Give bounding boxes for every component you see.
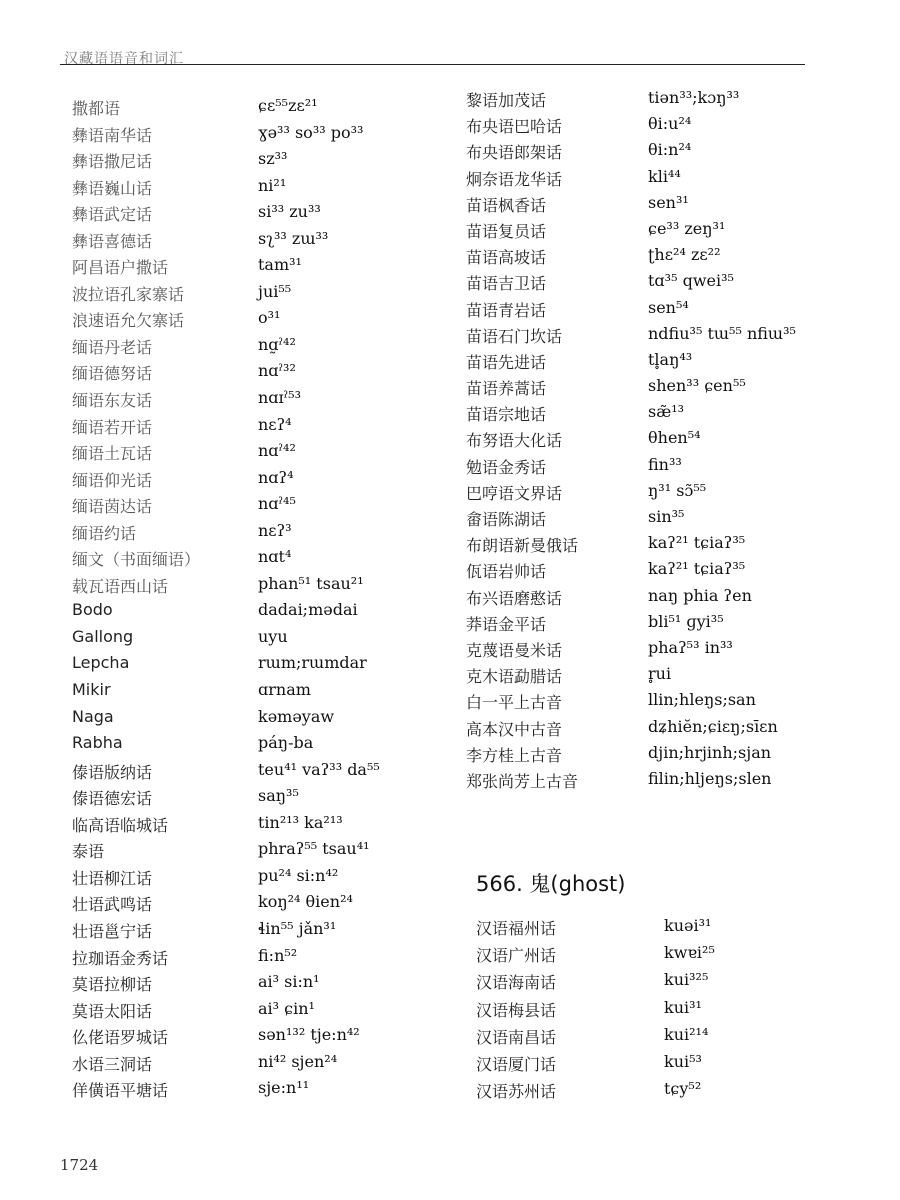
language-name: 莽语金平话 <box>466 614 547 634</box>
language-name: 苗语石门坎话 <box>466 326 563 346</box>
word-form: kui⁵³ <box>664 1051 702 1071</box>
entry-row <box>466 690 846 716</box>
word-form: fin³³ <box>648 454 682 474</box>
word-form: o³¹ <box>258 308 281 328</box>
word-form: nɛʔ⁴ <box>258 414 292 434</box>
language-name: 白一平上古音 <box>466 693 563 713</box>
entry-row <box>72 1025 452 1052</box>
entry-row <box>476 1052 856 1079</box>
language-name: 布央语巴哈话 <box>466 117 563 137</box>
entry-row <box>466 298 846 324</box>
word-form: tl̥aŋ⁴³ <box>648 349 693 369</box>
language-name: Mikir <box>72 680 111 700</box>
word-form: θi:u²⁴ <box>648 114 692 134</box>
language-name: Lepcha <box>72 653 130 673</box>
language-name: 壮语柳江话 <box>72 868 153 888</box>
word-form: kaʔ²¹ tɕiaʔ³⁵ <box>648 559 746 579</box>
language-name: 苗语高坡话 <box>466 248 547 268</box>
entry-row <box>466 428 846 454</box>
language-name: 高本汉中古音 <box>466 719 563 739</box>
language-name: 克蔑语曼米话 <box>466 640 563 660</box>
language-name: 布兴语磨憨话 <box>466 588 563 608</box>
language-name: 黎语加茂话 <box>466 91 547 110</box>
language-name: 莫语拉柳话 <box>72 975 153 995</box>
language-name: 阿昌语户撒话 <box>72 258 169 278</box>
entry-row <box>72 441 452 468</box>
word-form: pu²⁴ si:n⁴² <box>258 865 339 885</box>
header-rule <box>60 64 805 65</box>
entry-row <box>466 507 846 533</box>
word-form: nɑ̰ˀ⁴² <box>258 334 296 354</box>
entry-row <box>466 638 846 664</box>
word-form: kuəi³¹ <box>664 916 712 935</box>
word-form: kli⁴⁴ <box>648 166 681 186</box>
entry-row <box>72 680 452 707</box>
language-name: 郑张尚芳上古音 <box>466 771 579 791</box>
language-name: 畲语陈湖话 <box>466 510 547 529</box>
language-name: Bodo <box>72 600 113 620</box>
word-form: phan⁵¹ tsau²¹ <box>258 573 364 593</box>
language-name: Gallong <box>72 626 134 646</box>
entry-row <box>72 547 452 574</box>
entry-row <box>72 999 452 1026</box>
entry-row <box>72 1052 452 1079</box>
language-name: 苗语复员话 <box>466 221 547 241</box>
word-form: sin³⁵ <box>648 507 685 526</box>
entry-row <box>466 743 846 769</box>
word-form: bli⁵¹ ɡyi³⁵ <box>648 611 724 631</box>
entry-row <box>72 149 452 176</box>
language-name: 缅语德努话 <box>72 364 153 384</box>
word-form: filin;hljeŋs;slen <box>648 768 772 788</box>
entry-row <box>72 176 452 203</box>
entry-row <box>72 415 452 442</box>
ghost-entries <box>476 916 856 1106</box>
language-name: 壮语邕宁话 <box>72 921 153 941</box>
word-form: kaʔ²¹ tɕiaʔ³⁵ <box>648 533 746 553</box>
entry-row <box>72 919 452 946</box>
entry-row <box>72 202 452 229</box>
language-name: 临高语临城话 <box>72 815 169 835</box>
word-form: tin²¹³ ka²¹³ <box>258 812 343 832</box>
section-heading: 566. 鬼(ghost) <box>476 872 626 896</box>
language-name: 浪速语允欠寨话 <box>72 311 185 331</box>
running-header: 汉藏语语音和词汇 <box>64 51 184 67</box>
language-name: 仫佬语罗城话 <box>72 1028 169 1048</box>
language-name: 缅语茵达话 <box>72 497 153 517</box>
language-name: 炯奈语龙华话 <box>466 169 563 189</box>
word-form: nɑɪˀ⁵³ <box>258 388 301 408</box>
language-name: 彝语撒尼话 <box>72 152 153 172</box>
word-form: nɑt⁴ <box>258 547 292 567</box>
entry-row <box>72 282 452 309</box>
language-name: 傣语德宏话 <box>72 789 153 809</box>
language-name: 布朗语新曼俄话 <box>466 536 579 556</box>
entry-row <box>72 760 452 787</box>
word-form: r̥ui <box>648 664 672 684</box>
word-form: koŋ²⁴ θien²⁴ <box>258 892 353 912</box>
language-name: 苗语枫香话 <box>466 195 547 215</box>
word-form: ɕɛ⁵⁵zɛ²¹ <box>258 96 318 115</box>
word-form: shen³³ ɕen⁵⁵ <box>648 376 746 396</box>
word-form: dadai;mədai <box>258 600 358 620</box>
word-form: páŋ-ba <box>258 733 314 753</box>
entry-row <box>466 114 846 140</box>
entry-row <box>476 1025 856 1052</box>
word-form: tam³¹ <box>258 255 302 275</box>
word-form: nɑʔ⁴ <box>258 467 294 487</box>
word-form: ai³ si:n¹ <box>258 972 320 992</box>
word-form: tɑ³⁵ qwei³⁵ <box>648 271 734 291</box>
entry-row <box>72 627 452 654</box>
language-name: 苗语先进话 <box>466 352 547 372</box>
entry-row <box>72 494 452 521</box>
language-name: 苗语青岩话 <box>466 300 547 320</box>
language-name: 水语三洞话 <box>72 1054 153 1074</box>
word-form: uyu <box>258 626 288 646</box>
language-name: 缅语土瓦话 <box>72 444 153 464</box>
language-name: 缅语若开话 <box>72 417 153 437</box>
language-name: 缅语丹老话 <box>72 337 153 357</box>
entry-row <box>476 916 856 943</box>
language-name: 苗语宗地话 <box>466 405 547 425</box>
entry-row <box>466 481 846 507</box>
language-name: 汉语梅县话 <box>476 1000 557 1020</box>
entry-row <box>72 707 452 734</box>
entry-row <box>72 361 452 388</box>
entry-row <box>466 219 846 245</box>
entry-row <box>466 350 846 376</box>
entry-row <box>72 733 452 760</box>
language-name: 缅语约话 <box>72 523 137 543</box>
language-name: 汉语苏州话 <box>476 1082 557 1102</box>
word-form: ni²¹ <box>258 175 287 195</box>
language-name: 布努语大化话 <box>466 431 563 451</box>
entry-row <box>466 167 846 193</box>
word-form: ndfiu³⁵ tɯ⁵⁵ nfiɯ³⁵ <box>648 323 796 343</box>
entry-row <box>466 88 846 114</box>
word-form: jui⁵⁵ <box>258 281 292 301</box>
word-form: sz³³ <box>258 149 288 169</box>
language-name: 汉语厦门话 <box>476 1054 557 1074</box>
entry-row <box>476 1079 856 1106</box>
word-form: llin;hleŋs;san <box>648 690 756 710</box>
word-form: ɣə³³ so³³ po³³ <box>258 122 364 142</box>
language-name: 彝语武定话 <box>72 205 153 225</box>
entry-row <box>466 533 846 559</box>
word-form: kwɐi²⁵ <box>664 943 715 963</box>
language-name: 莫语太阳话 <box>72 1001 153 1021</box>
word-form: sen⁵⁴ <box>648 297 689 317</box>
entry-row <box>466 664 846 690</box>
entry-row <box>466 559 846 585</box>
page-number: 1724 <box>60 1156 99 1174</box>
language-name: 彝语喜德话 <box>72 231 153 251</box>
word-form: θhen⁵⁴ <box>648 428 701 448</box>
language-name: 苗语养蒿话 <box>466 379 547 399</box>
entry-row <box>72 1078 452 1105</box>
entry-row <box>476 998 856 1025</box>
entry-row <box>466 140 846 166</box>
right-column <box>466 88 846 795</box>
entry-row <box>72 946 452 973</box>
language-name: 克木语勐腊话 <box>466 667 563 687</box>
language-name: 巴哼语文界话 <box>466 483 563 503</box>
entry-row <box>466 402 846 428</box>
word-form: fi:n⁵² <box>258 945 298 965</box>
word-form: ɬin⁵⁵ jǎn³¹ <box>258 918 337 938</box>
entry-row <box>466 769 846 795</box>
word-form: rɯm;rɯmdar <box>258 653 367 673</box>
language-name: 缅语东友话 <box>72 391 153 411</box>
language-name: 汉语广州话 <box>476 946 557 966</box>
word-form: kui²¹⁴ <box>664 1024 709 1044</box>
word-form: dʑhiĕn;ɕiɛŋ;sīɛn <box>648 716 778 736</box>
word-form: kəməyaw <box>258 706 335 726</box>
word-form: ai³ ɕin¹ <box>258 998 315 1018</box>
entry-row <box>72 813 452 840</box>
word-form: nɑˀ³² <box>258 361 296 381</box>
language-name: 撒都语 <box>72 99 121 118</box>
entry-row <box>466 717 846 743</box>
language-name: 缅语仰光话 <box>72 470 153 490</box>
word-form: sən¹³² tje:n⁴² <box>258 1025 360 1045</box>
language-name: 彝语南华话 <box>72 125 153 145</box>
language-name: 苗语吉卫话 <box>466 274 547 294</box>
entry-row <box>72 653 452 680</box>
language-name: 载瓦语西山话 <box>72 576 169 596</box>
language-name: 汉语南昌话 <box>476 1027 557 1047</box>
language-name: 壮语武鸣话 <box>72 895 153 915</box>
word-form: djin;hrjinh;sjan <box>648 742 772 762</box>
language-name: 佯僙语平塘话 <box>72 1081 169 1101</box>
entry-row <box>72 866 452 893</box>
entry-row <box>72 521 452 548</box>
language-name: 勉语金秀话 <box>466 457 547 477</box>
entry-row <box>466 376 846 402</box>
word-form: nɑˀ⁴⁵ <box>258 494 296 514</box>
word-form: teu⁴¹ vaʔ³³ da⁵⁵ <box>258 759 380 779</box>
word-form: ɕe³³ zeŋ³¹ <box>648 218 726 238</box>
language-name: 彝语巍山话 <box>72 178 153 198</box>
word-form: tɕy⁵² <box>664 1079 702 1099</box>
entry-row <box>72 892 452 919</box>
word-form: ʈhɛ²⁴ zɛ²² <box>648 245 721 265</box>
word-form: sje:n¹¹ <box>258 1078 310 1098</box>
word-form: sʅ³³ zɯ³³ <box>258 228 329 248</box>
word-form: tiən³³;kɔŋ³³ <box>648 88 740 107</box>
left-column <box>72 96 452 1105</box>
entry-row <box>72 229 452 256</box>
language-name: Naga <box>72 706 114 726</box>
entry-row <box>466 586 846 612</box>
entry-row <box>72 786 452 813</box>
entry-row <box>466 324 846 350</box>
entry-row <box>72 600 452 627</box>
language-name: 李方桂上古音 <box>466 745 563 765</box>
language-name: 傣语版纳话 <box>72 762 153 782</box>
word-form: ɑrnam <box>258 680 311 700</box>
entry-row <box>72 308 452 335</box>
language-name: 佤语岩帅话 <box>466 562 547 582</box>
entry-row <box>476 943 856 970</box>
entry-row <box>72 839 452 866</box>
word-form: θi:n²⁴ <box>648 140 692 160</box>
language-name: 波拉语孔家寨话 <box>72 284 185 304</box>
entry-row <box>476 970 856 997</box>
language-name: 拉珈语金秀话 <box>72 948 169 968</box>
entry-row <box>72 468 452 495</box>
word-form: phraʔ⁵⁵ tsau⁴¹ <box>258 839 370 859</box>
entry-row <box>466 612 846 638</box>
entry-row <box>72 972 452 999</box>
word-form: phaʔ⁵³ in³³ <box>648 637 733 657</box>
entry-row <box>72 123 452 150</box>
language-name: 布央语郎架话 <box>466 143 563 163</box>
language-name: 缅文（书面缅语） <box>72 550 201 570</box>
entry-row <box>466 193 846 219</box>
language-name: 汉语福州话 <box>476 919 557 938</box>
word-form: sæ̃¹³ <box>648 402 685 422</box>
language-name: Rabha <box>72 733 123 753</box>
word-form: nɑˀ⁴² <box>258 441 296 461</box>
entry-row <box>72 255 452 282</box>
entry-row <box>72 574 452 601</box>
word-form: saŋ³⁵ <box>258 786 299 806</box>
word-form: kui³²⁵ <box>664 970 709 990</box>
entry-row <box>466 245 846 271</box>
entry-row <box>466 271 846 297</box>
entry-row <box>466 455 846 481</box>
entry-row <box>72 96 452 123</box>
word-form: naŋ phia ʔen <box>648 585 752 605</box>
language-name: 泰语 <box>72 842 105 862</box>
word-form: nɛʔ³ <box>258 520 292 540</box>
word-form: sen³¹ <box>648 192 689 212</box>
word-form: ŋ³¹ sɔ̃⁵⁵ <box>648 480 707 500</box>
word-form: ni⁴² sjen²⁴ <box>258 1051 338 1071</box>
entry-row <box>72 388 452 415</box>
word-form: si³³ zu³³ <box>258 202 321 222</box>
language-name: 汉语海南话 <box>476 973 557 993</box>
entry-row <box>72 335 452 362</box>
word-form: kui³¹ <box>664 997 702 1017</box>
